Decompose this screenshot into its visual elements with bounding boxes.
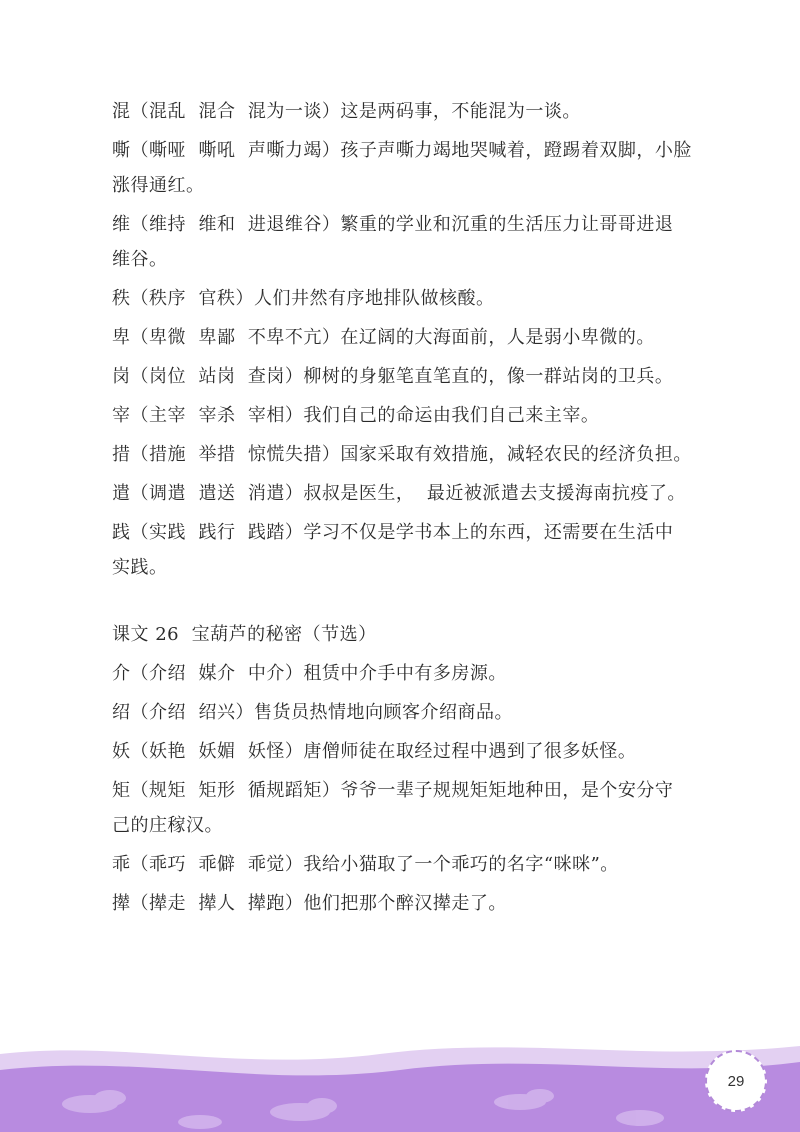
entry-zhi: 秩（秩序 官秩）人们井然有序地排队做核酸。 [112, 288, 495, 309]
entry-si-cont: 涨得通红。 [112, 175, 205, 196]
entry-jian: 践（实践 践行 践踏）学习不仅是学书本上的东西，还需要在生活中 [112, 522, 674, 543]
entry-gang: 岗（岗位 站岗 查岗）柳树的身躯笔直笔直的，像一群站岗的卫兵。 [112, 366, 674, 387]
entry-shao: 绍（介绍 绍兴）售货员热情地向顾客介绍商品。 [112, 702, 513, 723]
footer-wave-decoration [0, 1032, 800, 1132]
entry-qian: 遣（调遣 遣送 消遣）叔叔是医生， 最近被派遣去支援海南抗疫了。 [112, 483, 686, 504]
page-number-badge [705, 1050, 767, 1112]
entry-hun: 混（混乱 混合 混为一谈）这是两码事，不能混为一谈。 [112, 101, 581, 122]
entry-yao: 妖（妖艳 妖媚 妖怪）唐僧师徒在取经过程中遇到了很多妖怪。 [112, 741, 637, 762]
entry-cuo: 措（措施 举措 惊慌失措）国家采取有效措施，减轻农民的经济负担。 [112, 444, 692, 465]
entry-ju-cont: 己的庄稼汉。 [112, 815, 223, 836]
entry-wei-cont: 维谷。 [112, 249, 168, 270]
page-number: 29 [727, 1072, 745, 1090]
entry-jie: 介（介绍 媒介 中介）租赁中介手中有多房源。 [112, 663, 507, 684]
entry-zai: 宰（主宰 宰杀 宰相）我们自己的命运由我们自己来主宰。 [112, 405, 600, 426]
entry-bei: 卑（卑微 卑鄙 不卑不亢）在辽阔的大海面前，人是弱小卑微的。 [112, 327, 655, 348]
cloud-icon [94, 1090, 126, 1106]
lesson-heading: 课文 26 宝葫芦的秘密（节选） [112, 624, 377, 645]
cloud-icon [616, 1110, 664, 1126]
cloud-icon [178, 1115, 222, 1129]
entry-jian-cont: 实践。 [112, 557, 168, 578]
entry-wei: 维（维持 维和 进退维谷）繁重的学业和沉重的生活压力让哥哥进退 [112, 214, 674, 235]
document-body [112, 98, 692, 929]
entry-si: 嘶（嘶哑 嘶吼 声嘶力竭）孩子声嘶力竭地哭喊着，蹬踢着双脚，小脸 [112, 140, 692, 161]
entry-nian: 撵（撵走 撵人 撵跑）他们把那个醉汉撵走了。 [112, 893, 507, 914]
entry-ju: 矩（规矩 矩形 循规蹈矩）爷爷一辈子规规矩矩地种田，是个安分守 [112, 780, 674, 801]
cloud-icon [307, 1098, 337, 1114]
cloud-icon [526, 1089, 554, 1103]
entry-guai: 乖（乖巧 乖僻 乖觉）我给小猫取了一个乖巧的名字“咪咪”。 [112, 854, 619, 875]
